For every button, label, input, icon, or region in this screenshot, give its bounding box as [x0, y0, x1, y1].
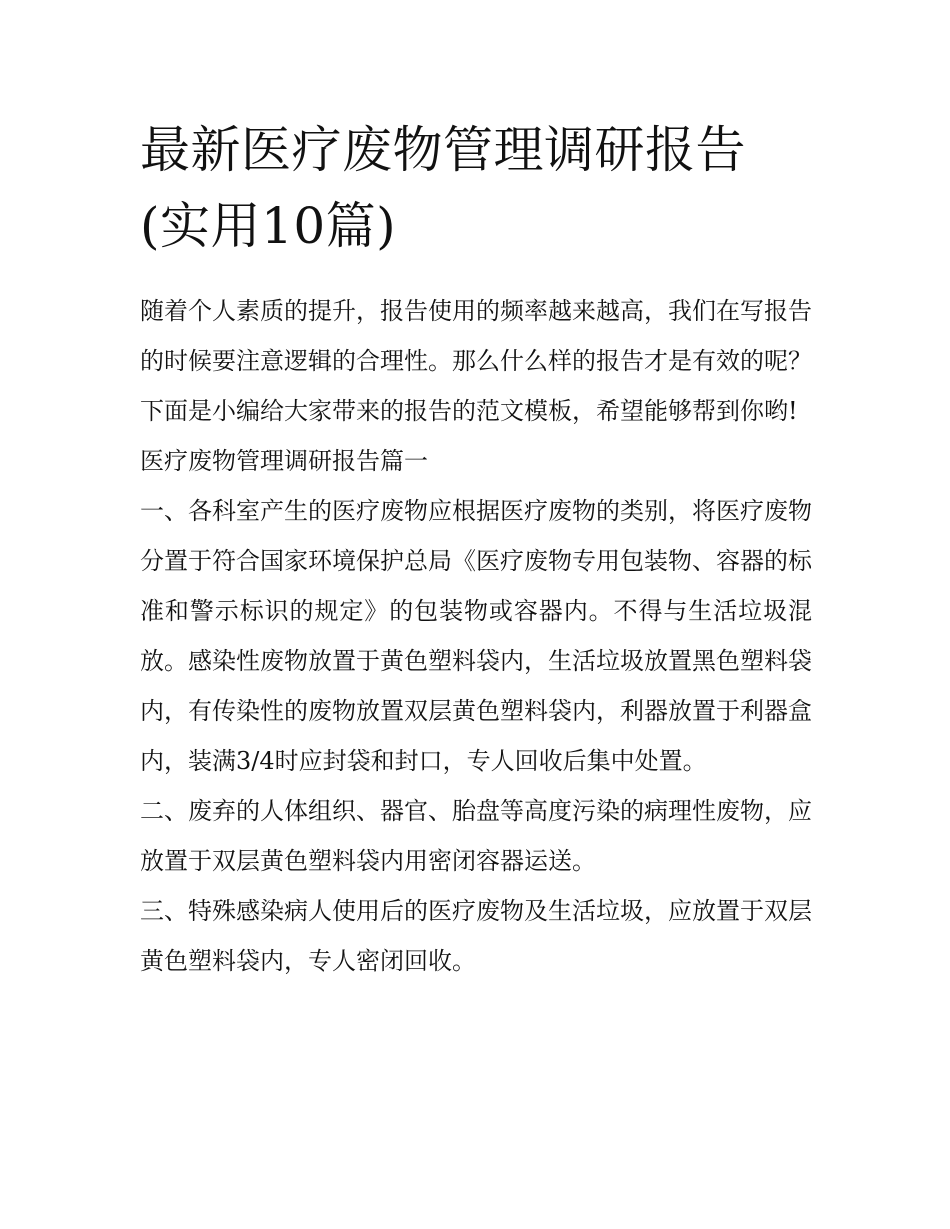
paragraph-item-3: 三、特殊感染病人使用后的医疗废物及生活垃圾，应放置于双层黄色塑料袋内，专人密闭回收。: [140, 897, 812, 975]
document-title: 最新医疗废物管理调研报告(实用10篇): [140, 121, 746, 255]
document-page: [140, 112, 812, 986]
paragraph-item-1: 一、各科室产生的医疗废物应根据医疗废物的类别，将医疗废物分置于符合国家环境保护总局《医疗废物专用包装物、容器的标准和警示标识的规定》的包装物或容器内。不得与生活垃圾混放。感染性废物放置于黄色塑料袋内，生活垃圾放置黑色塑料袋内，有传染性的废物放置双层黄色塑料袋内，利器放置于利器盒内，装满3/4时应封袋和封口，专人回收后集中处置。: [140, 497, 812, 775]
section-heading: 医疗废物管理调研报告篇一: [140, 447, 428, 475]
paragraph-item-2: 二、废弃的人体组织、器官、胎盘等高度污染的病理性废物，应放置于双层黄色塑料袋内用密闭容器运送。: [140, 797, 812, 875]
intro-paragraph: 随着个人素质的提升，报告使用的频率越来越高，我们在写报告的时候要注意逻辑的合理性。那么什么样的报告才是有效的呢？下面是小编给大家带来的报告的范文模板，希望能够帮到你哟!: [140, 297, 812, 425]
